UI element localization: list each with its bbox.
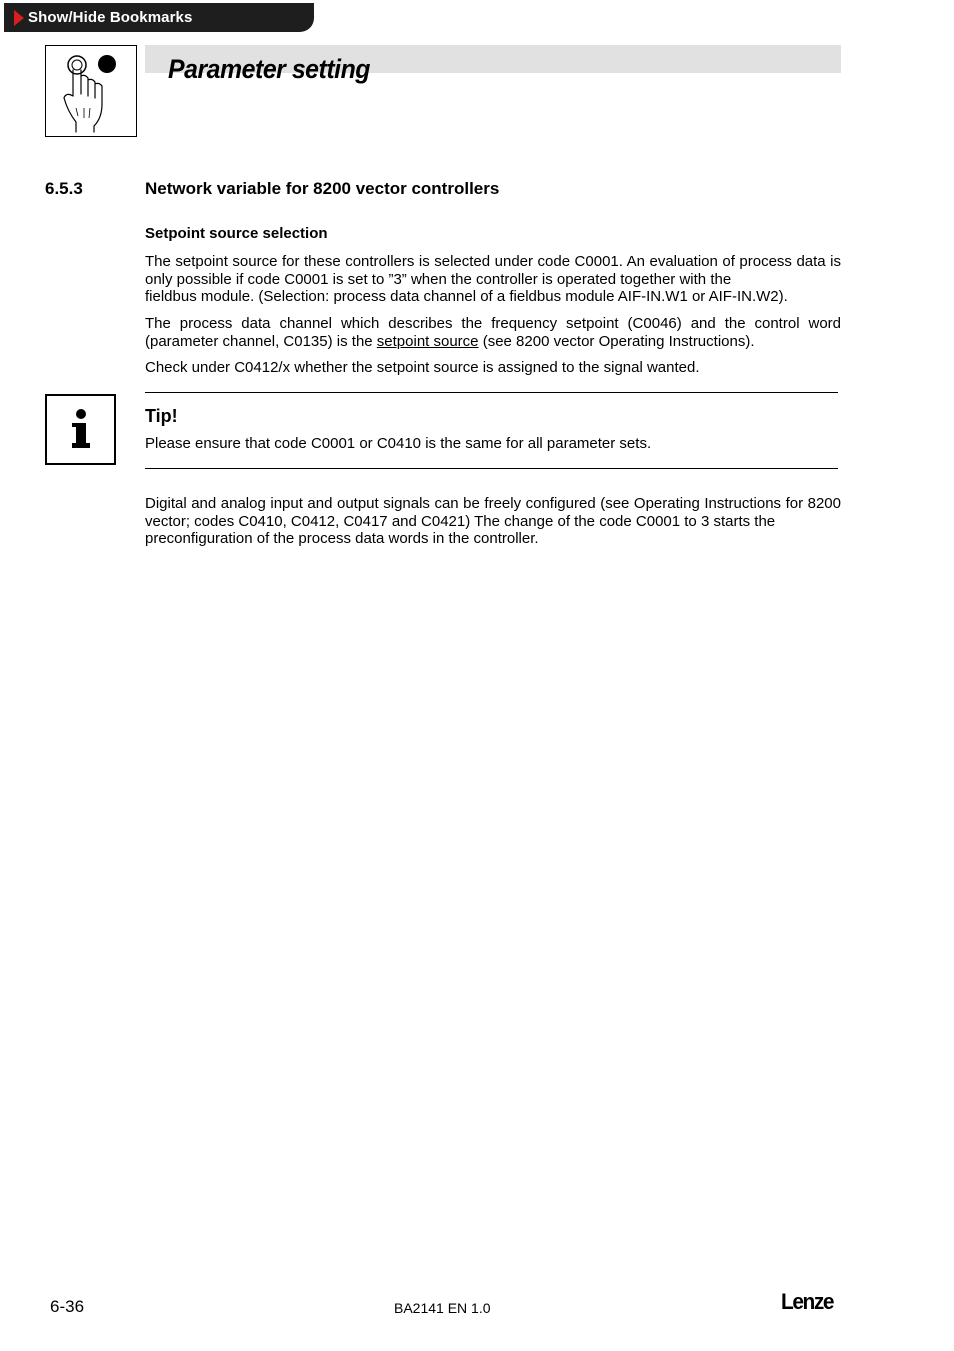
divider: [145, 392, 838, 393]
bookmark-button-label: Show/Hide Bookmarks: [28, 9, 193, 26]
paragraph-check: [145, 359, 841, 377]
paragraph-process-data-channel: [145, 315, 841, 350]
paragraph-text: Check under C0412/x whether the setpoint source is assigned to the signal wanted.: [145, 359, 700, 376]
divider: [145, 468, 838, 469]
paragraph-text: (see 8200 vector Operating Instructions).: [478, 332, 755, 350]
tip-heading: Tip!: [145, 406, 178, 426]
hand-pressing-buttons-icon: [45, 45, 137, 137]
document-code: BA2141 EN 1.0: [394, 1300, 491, 1316]
paragraph-text: preconfiguration of the process data words in the controller.: [145, 530, 539, 548]
lenze-logo: Lenze: [781, 1289, 834, 1314]
paragraph-text: Digital and analog input and output signals can be freely configured (see Operating Instructions for 8200 vector; codes C0410, C0412, C0417 and C0421) The change of the code C0001 to 3 starts the: [145, 495, 841, 530]
paragraph-io-signals: [145, 495, 841, 548]
page-title: Parameter setting: [168, 54, 371, 84]
paragraph-text: The process data channel which describes the frequency setpoint (C0046) and the control word (parameter channel, C0135) is the: [145, 315, 841, 350]
section-number: 6.5.3: [45, 179, 83, 198]
subheading: Setpoint source selection: [145, 225, 328, 242]
tip-text: Please ensure that code C0001 or C0410 is the same for all parameter sets.: [145, 435, 652, 452]
paragraph-setpoint-source: [145, 253, 841, 306]
page-number: 6-36: [50, 1297, 85, 1316]
info-icon: [45, 394, 116, 465]
setpoint-source-link[interactable]: setpoint source: [376, 332, 479, 350]
triangle-right-icon: [14, 10, 24, 26]
show-hide-bookmarks-button[interactable]: [4, 3, 314, 32]
section-title: Network variable for 8200 vector controllers: [145, 179, 500, 198]
paragraph-text: fieldbus module. (Selection: process data channel of a fieldbus module AIF-IN.W1 or AIF-IN.W2).: [145, 288, 788, 306]
paragraph-text: The setpoint source for these controllers is selected under code C0001. An evaluation of process data is only possible if code C0001 is set to ”3” when the controller is operated together with the: [145, 253, 841, 288]
